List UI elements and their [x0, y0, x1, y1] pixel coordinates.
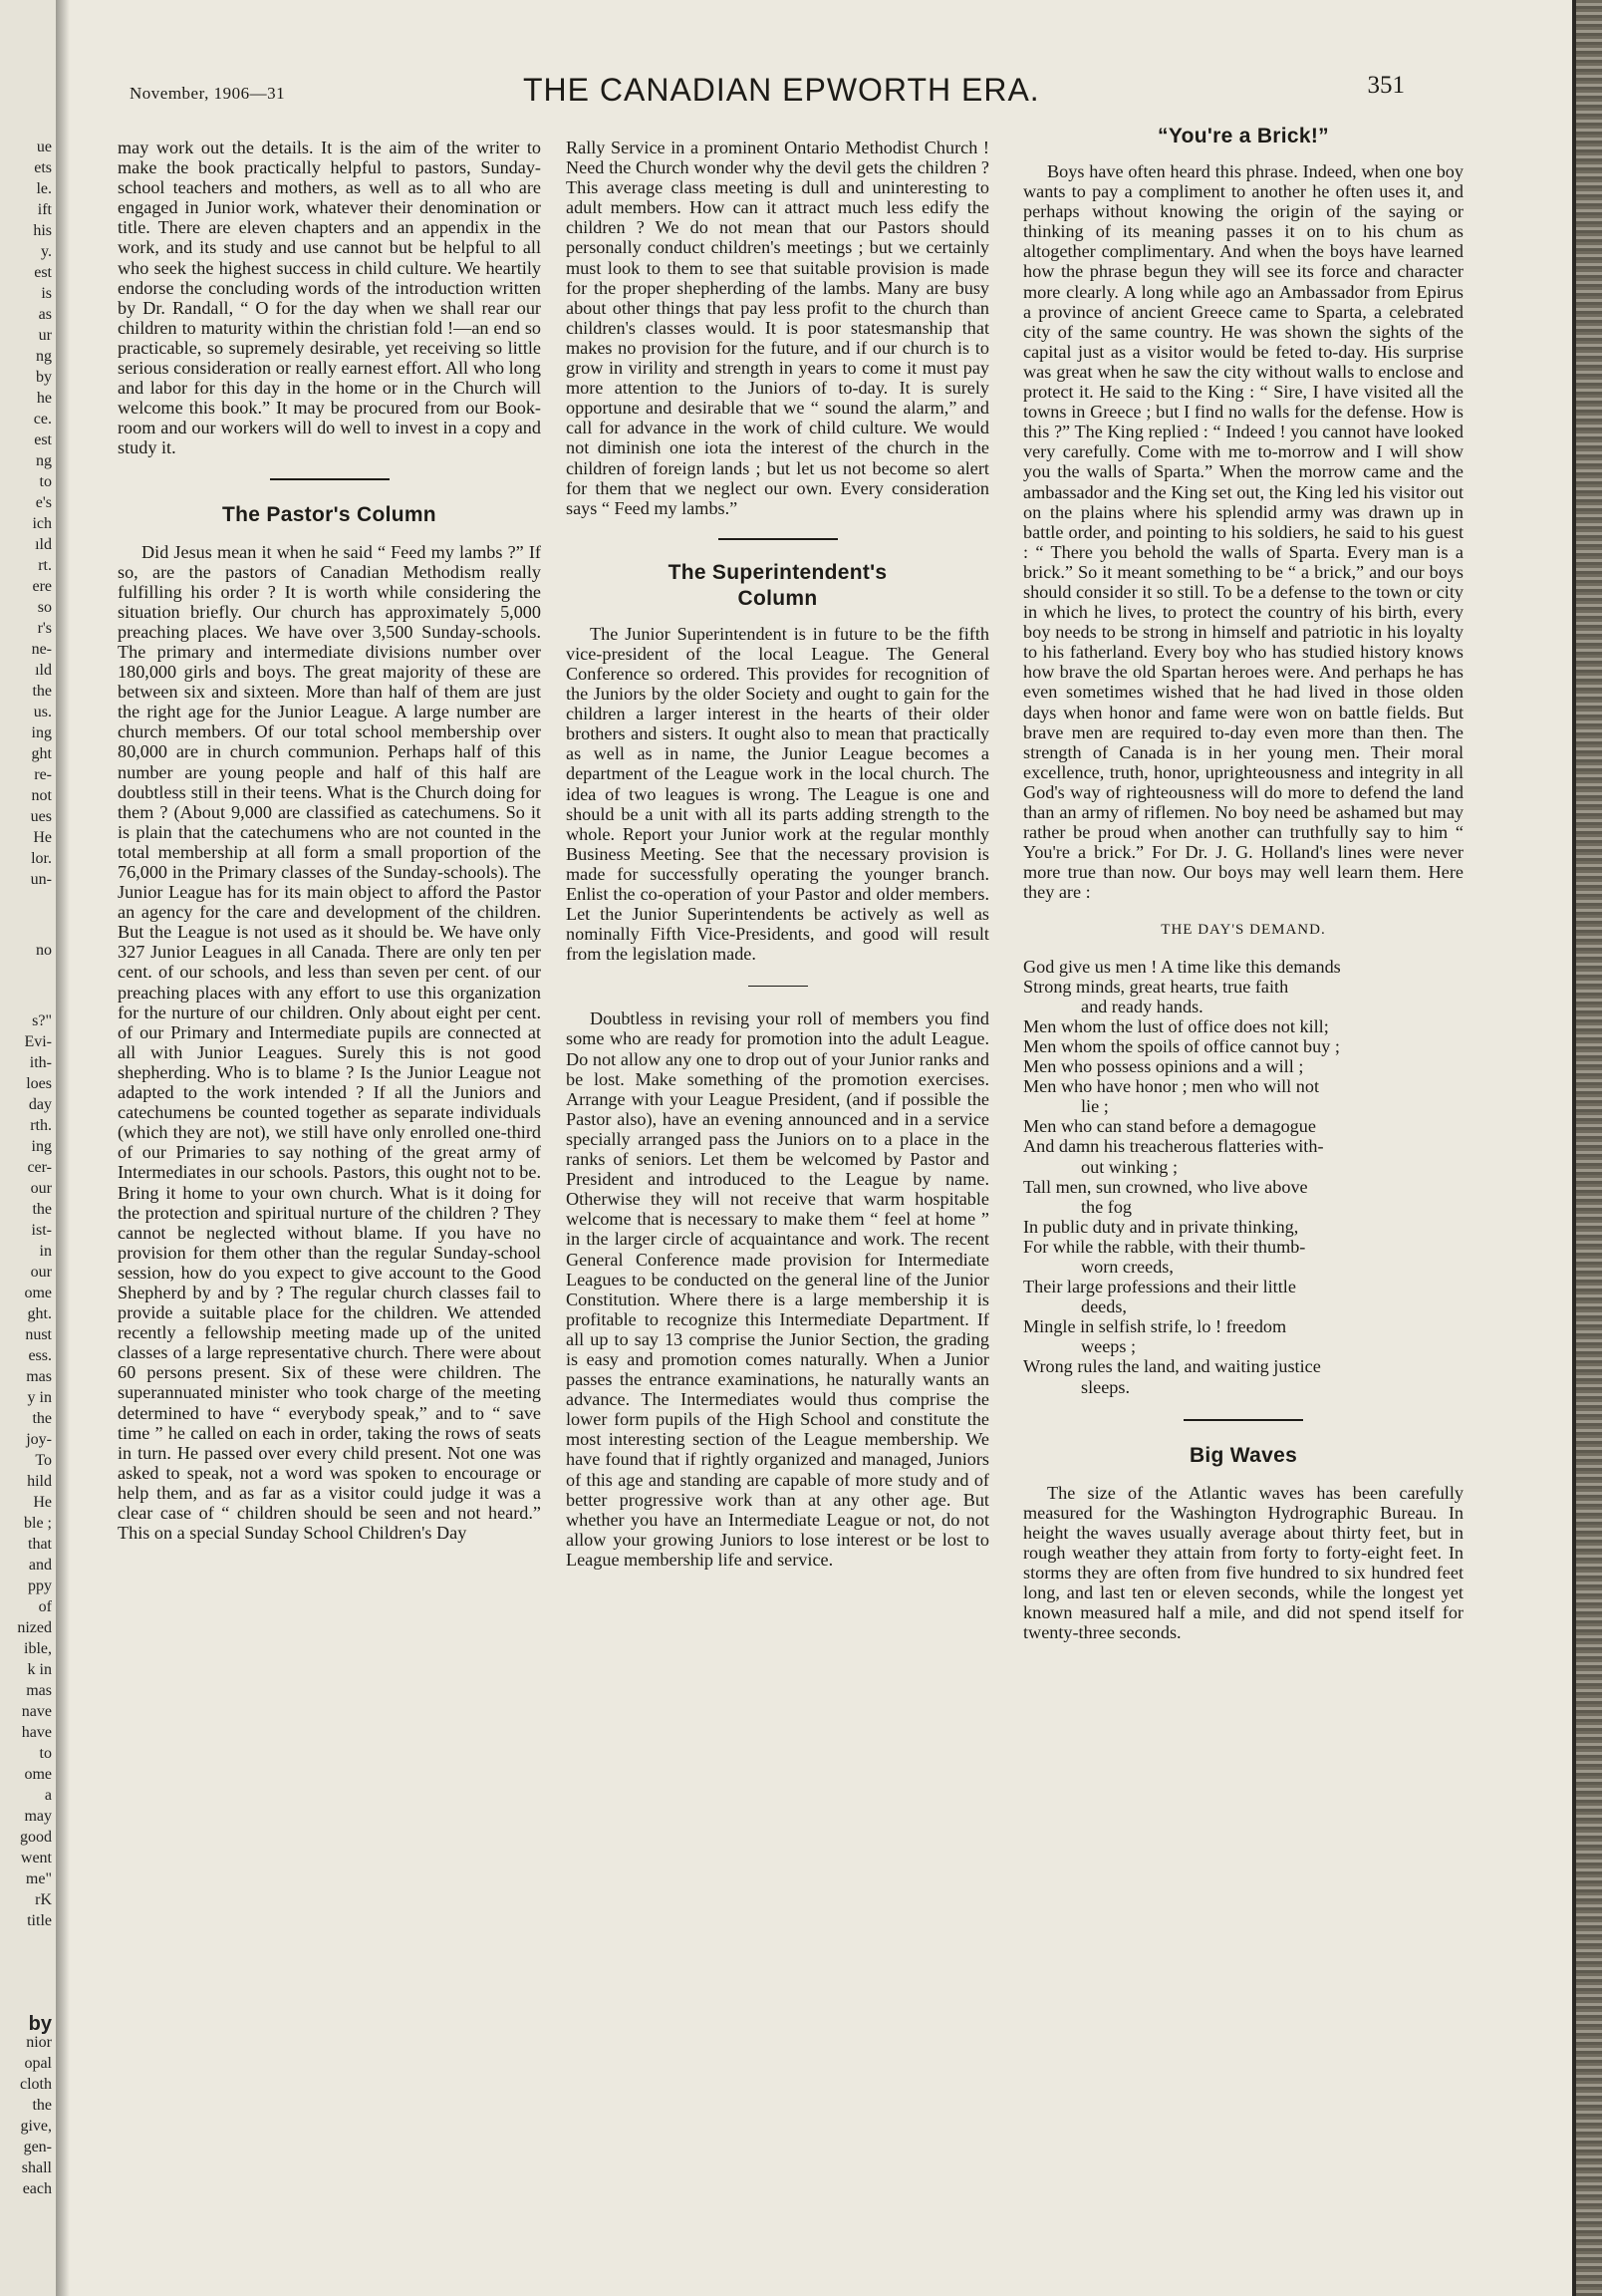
- prev-page-fragment: lor.: [31, 850, 52, 867]
- book-edge: [1576, 0, 1602, 2296]
- poem-line-text: Men who possess opinions and a will ;: [1023, 1056, 1304, 1077]
- prev-page-fragment: ce.: [33, 411, 52, 428]
- prev-page-fragment: ue: [36, 139, 52, 155]
- poem: [1023, 957, 1464, 1397]
- poem-line-text: Their large professions and their little: [1023, 1277, 1296, 1297]
- poem-line-text: For while the rabble, with their thumb-: [1023, 1236, 1306, 1257]
- prev-page-fragment: ng: [36, 452, 52, 469]
- prev-page-fragment: ess.: [28, 1347, 52, 1364]
- big-waves-paragraph: The size of the Atlantic waves has been carefully measured for the Washington Hydrographic Bureau. In height the waves usually average about thirty feet, but in rough weather they attain from forty to forty-eight feet. In storms they are often from five hundred to six hundred feet long, and last ten or eleven seconds, while the longest yet known measured half a mile, and did not spend itself for twenty-three seconds.: [1023, 1482, 1464, 1643]
- prev-page-fragment: by: [36, 369, 52, 386]
- prev-page-fragment: e's: [35, 494, 52, 511]
- prev-page-fragment: un-: [30, 871, 52, 888]
- prev-page-fragment: us.: [33, 704, 52, 720]
- prev-page-fragment: day: [28, 1096, 52, 1113]
- poem-title: THE DAY'S DEMAND.: [1161, 922, 1326, 939]
- prev-page-fragment: he: [36, 390, 52, 407]
- prev-page-fragment: me": [25, 1870, 52, 1887]
- prev-page-fragment: is: [41, 285, 52, 302]
- poem-line-continuation: weeps ;: [1081, 1336, 1137, 1357]
- prev-page-fragment: ıld: [35, 662, 52, 679]
- prev-page-fragment: mas: [26, 1682, 52, 1699]
- prev-page-fragment: mas: [26, 1368, 52, 1385]
- poem-line-text: Men whom the spoils of office cannot buy ;: [1023, 1035, 1340, 1056]
- big-waves-heading: Big Waves: [1189, 1443, 1298, 1467]
- prev-page-fragment: a: [44, 1787, 52, 1804]
- prev-page-fragment: in: [39, 1243, 52, 1260]
- poem-line: [1023, 1116, 1464, 1136]
- prev-page-fragment: re-: [34, 766, 52, 783]
- book-review-paragraph: may work out the details. It is the aim of the writer to make the book practically helpful to pastors, Sunday-school teachers and mothers, as well as to all who are engaged in Junior work, whatever their denomination or title. There are eleven chapters and an appendix in the work, and its study and use cannot but be helpful to all who seek the highest success in child culture. We heartily endorse the concluding words of the introduction written by Dr. Randall, “ O for the day when we shall rear our children to maturity within the christian fold !—an end so practicable, so supremely desirable, yet receiving so little serious consideration or really earnest effort. All who long and labor for this day in the home or in the Church will welcome this book.” It may be procured from our Book-room and our workers will do well to invest in a copy and study it.: [118, 138, 541, 458]
- prev-page-fragment: y in: [27, 1389, 52, 1406]
- poem-line-text: Wrong rules the land, and waiting justice: [1023, 1356, 1321, 1377]
- prev-page-fragment: est: [34, 264, 52, 281]
- prev-page-fragment: r's: [37, 620, 52, 637]
- poem-line-text: Strong minds, great hearts, true faith: [1023, 976, 1289, 997]
- poem-line: [1023, 1356, 1464, 1376]
- prev-page-fragment: give,: [20, 2118, 52, 2135]
- poem-line-text: Men who can stand before a demagogue: [1023, 1116, 1316, 1137]
- prev-page-fragment: good: [20, 1829, 52, 1846]
- brick-paragraph: Boys have often heard this phrase. Indeed, when one boy wants to pay a compliment to another he often uses it, and perhaps without knowing the origin of the saying or thinking of its meaning passes it on to his chum as altogether complimentary. And when the boys have learned how the phrase begun they will see its force and character more clearly. A long while ago an Ambassador from Epirus a province of ancient Greece came to Sparta, a celebrated city of the same country. He was shown the sights of the capital just as a visitor would be feted to-day. His surprise was great when he saw the city without walls to enclose and protect it. He said to the King : “ Sire, I have visited all the towns in Greece ; but I find no walls for the defense. How is this ?” The King replied : “ Indeed ! you cannot have looked very carefully. Come with me to-morrow and I will show you the walls of Sparta.” When the morrow came and the ambassador and the King set out, the King led his visitor out on the plains where his splendid army was drawn up in battle order, and pointing to his soldiers, he said to his guest : “ There you behold the walls of Sparta. Every man is a brick.” So it meant something to be “ a brick,” and our boys should consider it so still. To be a defense to the town or city in which he lives, to protect the country of his birth, every boy needs to be strong in himself and patriotic in his loyalty to his fatherland. Every boy who has studied history knows how brave the old Spartan heroes were. And perhaps he has even sometimes wished that he had lived in those olden days when honor and fame were won on battle fields. But brave men are required to-day even more than then. The strength of Canada is in her young men. Their moral excellence, truth, honor, uprighteousness and integrity in all God's way of righteousness will do more to defend the land than an army of riflemen. No boy need be ashamed but may rather be proud when another can truthfully say to him “ You're a brick.” For Dr. J. G. Holland's lines were never more true than now. Our boys may well learn them. Here they are :: [1023, 161, 1464, 903]
- prev-page-fragment: of: [38, 1598, 52, 1615]
- prev-page-fragment: He: [33, 1494, 52, 1511]
- prev-page-fragment: ich: [32, 515, 52, 532]
- poem-line: [1023, 1076, 1464, 1096]
- prev-page-fragment: title: [27, 1912, 52, 1929]
- prev-page-fragment: ome: [24, 1285, 52, 1301]
- poem-line-text: In public duty and in private thinking,: [1023, 1216, 1299, 1237]
- poem-line: [1023, 1056, 1464, 1076]
- poem-line: [1023, 1316, 1464, 1336]
- superintendent-paragraph: The Junior Superintendent is in future to be the fifth vice-president of the local League. The General Conference so ordered. This provides for recognition of the Juniors by the older Society and ought to gain for the children a larger interest in the hearts of their older brothers and sisters. It ought also to mean that practically as well as in name, the Junior League becomes a department of the League work in the local church. The idea of two leagues is wrong. The League is one and should be a unit with all its parts adding strength to the whole. Report your Junior work at the regular monthly Business Meeting. See that the necessary provision is made for successfully operating the younger branch. Enlist the co-operation of your Pastor and older members. Let the Junior Superintendents be actively as well as nominally Fifth Vice-Presidents, and good will result from the legislation made.: [566, 623, 989, 965]
- prev-page-fragment: that: [28, 1536, 52, 1553]
- poem-line: [1023, 957, 1464, 977]
- poem-line-text: God give us men ! A time like this demands: [1023, 956, 1341, 977]
- prev-page-fragment: k in: [27, 1661, 52, 1678]
- poem-line-continuation: out winking ;: [1081, 1156, 1179, 1177]
- promotion-paragraph: Doubtless in revising your roll of members you find some who are ready for promotion into the adult League. Do not allow any one to drop out of your Junior ranks and be lost. Make something of the promotion exercises. Arrange with your League President, (and if possible the Pastor also), have an evening announced and in a service specially arranged pass the Juniors on to a place in the ranks of seniors. Let them be welcomed by Pastor and President and introduced to the League by name. Otherwise they will not receive that warm hospitable welcome that is necessary to make them “ feel at home ” in the larger circle of acquaintance and work. The recent General Conference made provision for Intermediate Leagues to be conducted on the general line of the Junior Constitution. Where there is a large membership it is profitable to recognize this Intermediate Department. If all up to say 13 comprise the Junior Section, the grading is easy and promotion comes naturally. When a Junior passes the entrance examinations, he naturally wants an advance. The Intermediates would thus comprise the lower form pupils of the High School and constitute the most interesting section of the League membership. We have found that if rightly organized and managed, Juniors of this age and standing are capable of more study and of better progressive work than at any other age. But whether you have an Intermediate League or not, do not allow your growing Juniors to lose interest or be lost to League membership life and service.: [566, 1008, 989, 1570]
- brick-heading: “You're a Brick!”: [1158, 125, 1329, 147]
- prev-page-fragment: ble ;: [24, 1515, 52, 1532]
- prev-page-fragment: went: [20, 1850, 52, 1866]
- prev-page-fragment: our: [30, 1180, 52, 1197]
- prev-page-fragment: so: [37, 599, 52, 616]
- poem-line-continuation: the fog: [1081, 1196, 1133, 1217]
- prev-page-fragment: ith-: [29, 1054, 52, 1071]
- prev-page-fragment: ift: [37, 201, 52, 218]
- poem-line-text: Men whom the lust of office does not kill;: [1023, 1015, 1329, 1036]
- prev-page-fragment: shall: [21, 2159, 52, 2176]
- prev-page-fragment: He: [33, 829, 52, 846]
- prev-page-fragment: each: [22, 2180, 52, 2197]
- poem-line: [1023, 1016, 1464, 1036]
- prev-page-fragment: ible,: [24, 1640, 52, 1657]
- page-number: 351: [1367, 72, 1405, 99]
- prev-page-fragment: ne-: [31, 641, 52, 658]
- pastor-column-paragraph: Did Jesus mean it when he said “ Feed my lambs ?” If so, are the pastors of Canadian Methodism really fulfilling his order ? It is worth while considering the situation briefly. Our church has approximately 5,000 preaching places. We have over 3,500 Sunday-schools. The primary and intermediate divisions number over 180,000 girls and boys. The great majority of these are between six and sixteen. More than half of them are just the right age for the Junior League. A large number are church members. Of our total school membership over 80,000 are in church communion. Perhaps half of this number are young people and half of this half are doubtless still in their teens. What is the Church doing for them ? (About 9,000 are classified as catechumens. So it is plain that the catechumens who are not counted in the total membership at all form a small proportion of the 76,000 in the Primary classes of the Sunday-schools). The Junior League has for its main object to afford the Pastor an agency for the care and development of the children. But the League is not used as it should be. We have only 327 Junior Leagues in all Canada. There are only ten per cent. of our schools, and less than seven per cent. of our preaching places with any effort to use this organization for the nurture of our children. Only about eight per cent. of our Primary and Intermediate pupils are connected at all with Junior Leagues. Surely this is not good shepherding. Who is to blame ? Is the Junior League not adapted to the work intended ? If all the Juniors and catechumens be counted together as separate individuals (which they are not), we still have only enrolled one-third of our Primaries to say nothing of the great army of Intermediates in our schools. Pastors, this ought not to be. Bring it home to your own church. What is it doing for the protection and spiritual nurture of the children ? They cannot be neglected without blame. If you have no provision for them other than the regular Sunday-school session, how do you expect to give account to the Good Shepherd by and by ? The regular church classes fail to provide a suitable place for the children. We attended recently a fellowship meeting made up of the united classes of a large representative church. There were about 60 persons present. Six of these were children. The superannuated minister who took charge of the meeting determined to have “ everybody speak,” and to “ save time ” he called on each in order, taking the rows of seats in turn. He passed over every child present. Not one was asked to speak, not a word was spoken to encourage or help them, and as far as a visitor could judge it was a clear case of “ children should be seen and not heard.” This on a special Sunday School Children's Day: [118, 541, 541, 1544]
- superintendent-column-heading-line2: Column: [737, 586, 818, 610]
- pastor-column-heading: The Pastor's Column: [222, 502, 436, 526]
- prev-page-fragment: gen-: [23, 2139, 52, 2155]
- prev-page-fragment: ing: [31, 1138, 52, 1155]
- poem-line-continuation: and ready hands.: [1081, 996, 1203, 1016]
- previous-page-edge: [0, 0, 58, 2296]
- prev-page-fragment: rt.: [38, 557, 52, 574]
- prev-page-fragment: no: [36, 942, 52, 959]
- prev-page-fragment: ues: [30, 808, 52, 825]
- prev-page-fragment: ome: [24, 1766, 52, 1783]
- prev-page-fragment: y.: [41, 243, 52, 260]
- prev-page-fragment: as: [38, 306, 52, 323]
- prev-page-fragment: cloth: [20, 2076, 52, 2093]
- poem-line-text: Mingle in selfish strife, lo ! freedom: [1023, 1316, 1287, 1337]
- prev-page-fragment: joy-: [26, 1431, 52, 1448]
- poem-line: [1023, 1177, 1464, 1197]
- prev-page-fragment: ur: [38, 327, 52, 344]
- prev-page-fragment: ppy: [28, 1578, 52, 1594]
- prev-page-fragment: may: [24, 1808, 52, 1825]
- prev-page-fragment: hild: [27, 1473, 52, 1490]
- prev-page-fragment: by: [28, 2013, 52, 2035]
- page-header: [130, 66, 1405, 116]
- prev-page-fragment: opal: [24, 2055, 52, 2072]
- prev-page-fragment: est: [34, 431, 52, 448]
- prev-page-fragment: ng: [36, 348, 52, 365]
- prev-page-fragment: his: [33, 222, 52, 239]
- publication-title: THE CANADIAN EPWORTH ERA.: [523, 72, 1040, 108]
- prev-page-fragment: ght: [31, 745, 52, 762]
- prev-page-fragment: ing: [31, 724, 52, 741]
- prev-page-fragment: our: [30, 1264, 52, 1281]
- prev-page-fragment: nior: [26, 2034, 52, 2051]
- poem-line-continuation: deeds,: [1081, 1296, 1127, 1317]
- poem-line-text: Tall men, sun crowned, who live above: [1023, 1176, 1308, 1197]
- prev-page-fragment: nust: [25, 1326, 52, 1343]
- pastor-column-continuation: Rally Service in a prominent Ontario Methodist Church ! Need the Church wonder why the devil gets the children ? This average class meeting is dull and uninteresting to adult members. How can it attract much less edify the children ? We do not mean that our Pastors should personally conduct children's meetings ; but we certainly must look to them to see that suitable provision is made for the proper shepherding of the lambs. Many are busy about other things that pay less profit to the church than children's classes would. It is poor statesmanship that makes no provision for the future, and if our church is to grow in virility and strength in years to come it must pay more attention to the Juniors of to-day. It is surely opportune and desirable that we “ sound the alarm,” and call for advance in the work of child culture. We would not diminish one iota the interest of the church in the children of foreign lands ; but let us not become so alert for them that we neglect our own. Every consideration says “ Feed my lambs.”: [566, 138, 989, 518]
- prev-page-fragment: to: [39, 473, 52, 490]
- poem-line: [1023, 1277, 1464, 1296]
- poem-line-continuation: sleeps.: [1081, 1376, 1130, 1397]
- poem-line-text: And damn his treacherous flatteries with-: [1023, 1136, 1324, 1157]
- prev-page-fragment: to: [39, 1745, 52, 1762]
- poem-line-continuation: lie ;: [1081, 1096, 1109, 1117]
- column-left: [118, 138, 541, 1543]
- column-middle: [566, 138, 989, 1570]
- poem-line: [1023, 1217, 1464, 1237]
- prev-page-fragment: nized: [17, 1619, 52, 1636]
- poem-line: [1023, 1136, 1464, 1156]
- prev-page-fragment: ets: [34, 159, 52, 176]
- prev-page-fragment: Evi-: [24, 1033, 52, 1050]
- column-right: [1023, 125, 1464, 1643]
- prev-page-fragment: ist-: [31, 1222, 52, 1239]
- prev-page-fragment: ıld: [35, 536, 52, 553]
- prev-page-fragment: and: [28, 1557, 52, 1574]
- poem-line-continuation: worn creeds,: [1081, 1256, 1174, 1277]
- prev-page-fragment: loes: [26, 1075, 52, 1092]
- prev-page-fragment: nave: [21, 1703, 52, 1720]
- prev-page-fragment: not: [31, 787, 52, 804]
- prev-page-fragment: ght.: [27, 1305, 52, 1322]
- prev-page-fragment: the: [32, 1410, 52, 1427]
- prev-page-fragment: rK: [35, 1891, 52, 1908]
- prev-page-fragment: le.: [36, 180, 52, 197]
- prev-page-fragment: the: [32, 683, 52, 700]
- prev-page-fragment: ere: [32, 578, 52, 595]
- prev-page-fragment: have: [21, 1724, 52, 1741]
- gutter-shadow: [56, 0, 70, 2296]
- prev-page-fragment: the: [32, 1201, 52, 1218]
- poem-line: [1023, 1036, 1464, 1056]
- poem-line: [1023, 977, 1464, 997]
- prev-page-fragment: rth.: [30, 1117, 52, 1134]
- prev-page-fragment: the: [32, 2097, 52, 2114]
- issue-date: November, 1906—31: [130, 84, 286, 103]
- poem-line: [1023, 1237, 1464, 1257]
- superintendent-column-heading-line1: The Superintendent's: [668, 560, 888, 584]
- poem-line-text: Men who have honor ; men who will not: [1023, 1076, 1320, 1097]
- prev-page-fragment: To: [35, 1452, 52, 1469]
- prev-page-fragment: s?": [32, 1012, 52, 1029]
- prev-page-fragment: cer-: [27, 1159, 52, 1176]
